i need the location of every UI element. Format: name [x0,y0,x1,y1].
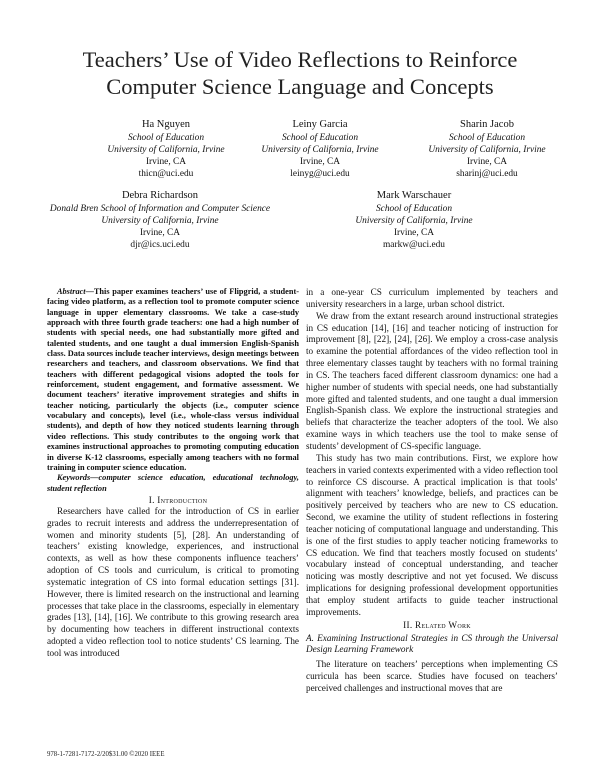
intro-paragraph-3: This study has two main contributions. First, we explore how teachers in varied contexts experimented with a video reflection tool to reinforce CS discourse. A practical implication is that tools’ alignment with teachers’ knowledge, beliefs, and practices can be positively perceived by teachers who are new to CS education. Second, we examine the utility of student reflections in fostering teacher noticing of computational language and understanding. This is one of the first studies to apply teacher noticing frameworks to CS education. We find that teachers mostly focused on students’ vocabulary instead of conceptual understanding, and teacher noticing was mostly descriptive and not yet focused. We discuss implications for designing professional development opportunities that employ student artifacts to guide teacher instructional improvements. [306,452,558,617]
right-column [306,287,558,695]
author-city: Irvine, CA [299,157,341,167]
author-name: Debra Richardson [121,190,199,201]
author-org: University of California, Irvine [261,145,379,155]
author-email: markw@uci.edu [383,240,445,250]
author-org: University of California, Irvine [355,216,473,226]
author-dept: School of Education [127,133,205,143]
left-column [47,287,299,660]
author-dept: School of Education [375,204,453,214]
subsection-heading-a: A. Examining Instructional Strategies in CS through the Universal Design Learning Framework [306,632,558,655]
abstract-text: This paper examines teachers’ use of Flipgrid, a student-facing video platform, as a reflection tool to promote computer science language in upper elementary classrooms. We take a case-study approach with three fourth grade teachers: one had a high number of students with special needs, one had substantially more gifted and talented students, and one taught a dual immersion English-Spanish class. Data sources include teacher interviews, design meetings between researchers and teachers, and classroom observations. We find that teachers with different pedagogical visions adopted the tools for reinforcement, student engagement, and formative assessment. We document teachers’ iterative improvement strategies and shifts in teacher noticing, particularly the objects (i.e., computer science vocabulary and concepts), level (i.e., whole-class versus individual students), and depth of how they noticed students learning through video reflections. This study contributes to the ongoing work that examines instructional approaches to promoting computing education in diverse K-12 classrooms, especially among teachers with no formal training in computer science education. [47,287,299,472]
author-city: Irvine, CA [393,228,435,238]
author-block-garcia [250,118,390,180]
section-heading-introduction [47,494,299,506]
author-city: Irvine, CA [145,157,187,167]
keywords-label: Keywords— [57,473,99,483]
author-org: University of California, Irvine [428,145,546,155]
author-name: Ha Nguyen [141,119,191,130]
author-email: thicn@uci.edu [138,169,194,179]
paper-title [40,46,560,100]
author-name: Sharin Jacob [460,119,514,130]
author-dept: School of Education [448,133,526,143]
title-line-1: Teachers’ Use of Video Reflections to Reinforce [82,47,518,72]
abstract-label: Abstract— [57,287,94,296]
author-block-richardson [40,189,280,251]
author-dept: Donald Bren School of Information and Computer Science [49,204,271,214]
copyright-footnote: 978-1-7281-7172-2/20$31.00 ©2020 IEEE [47,751,165,758]
keywords-text: computer science education, educational technology, student reflection [47,473,299,493]
intro-paragraph-2: We draw from the extant research around instructional strategies in CS education [14], [16] and teacher noticing of instruction for improvement [8], [22], [24], [26]. We employ a cross-case analysis to examine the potential affordances of the video reflection tool in three elementary classes taught by teachers with no formal training in CS. The teachers faced different classroom dynamics: one had a higher number of students with special needs, one had substantially more gifted and talented students, and one taught a dual immersion English-Spanish class. We explore the instructional strategies and beliefs that characterize the teacher adopters of the tool. We also examine ways in which teachers use the tool to make sense of students’ development of CS-specific language. [306,310,558,451]
author-org: University of California, Irvine [107,145,225,155]
author-block-jacob [417,118,557,180]
author-dept: School of Education [281,133,359,143]
section-title: Related Work [415,619,471,630]
author-block-nguyen [96,118,236,180]
author-email: sharinj@uci.edu [456,169,518,179]
author-city: Irvine, CA [139,228,181,238]
author-email: leinyg@uci.edu [290,169,350,179]
keywords [47,473,299,494]
author-city: Irvine, CA [466,157,508,167]
intro-paragraph-1-continued: in a one-year CS curriculum implemented by teachers and university researchers in a large, urban school district. [306,287,558,309]
author-name: Mark Warschauer [376,190,452,201]
section-heading-related-work [306,619,558,631]
section-title: Introduction [157,494,208,505]
section-number: I. [148,494,155,505]
author-email: djr@ics.uci.edu [130,240,190,250]
abstract [47,287,299,473]
related-paragraph-1: The literature on teachers’ perceptions when implementing CS curricula has been scarce. Studies have focused on teachers’ perceived challenges and instructional moves that are [306,659,558,693]
author-name: Leiny Garcia [292,119,348,130]
author-org: University of California, Irvine [101,216,219,226]
section-number: II. [403,619,413,630]
intro-paragraph-1: Researchers have called for the introduction of CS in earlier grades to recruit interests and address the underrepresentation of women and minority students [5], [28]. An understanding of teachers’ existing knowledge, experiences, and instructional contexts, as well as how these components influence teachers’ adoption of CS tools and curriculum, is critical to promoting systematic integration of CS into formal education settings [31]. However, there is limited research on the instructional and learning processes that take place in the classrooms, especially in elementary grades [13], [14], [16]. We contribute to this growing research area by documenting how teachers in different instructional contexts adopted a video reflection tool to notice students’ CS learning. The tool was introduced [47,505,299,658]
author-block-warschauer [344,189,484,251]
title-line-2: Computer Science Language and Concepts [106,74,494,99]
